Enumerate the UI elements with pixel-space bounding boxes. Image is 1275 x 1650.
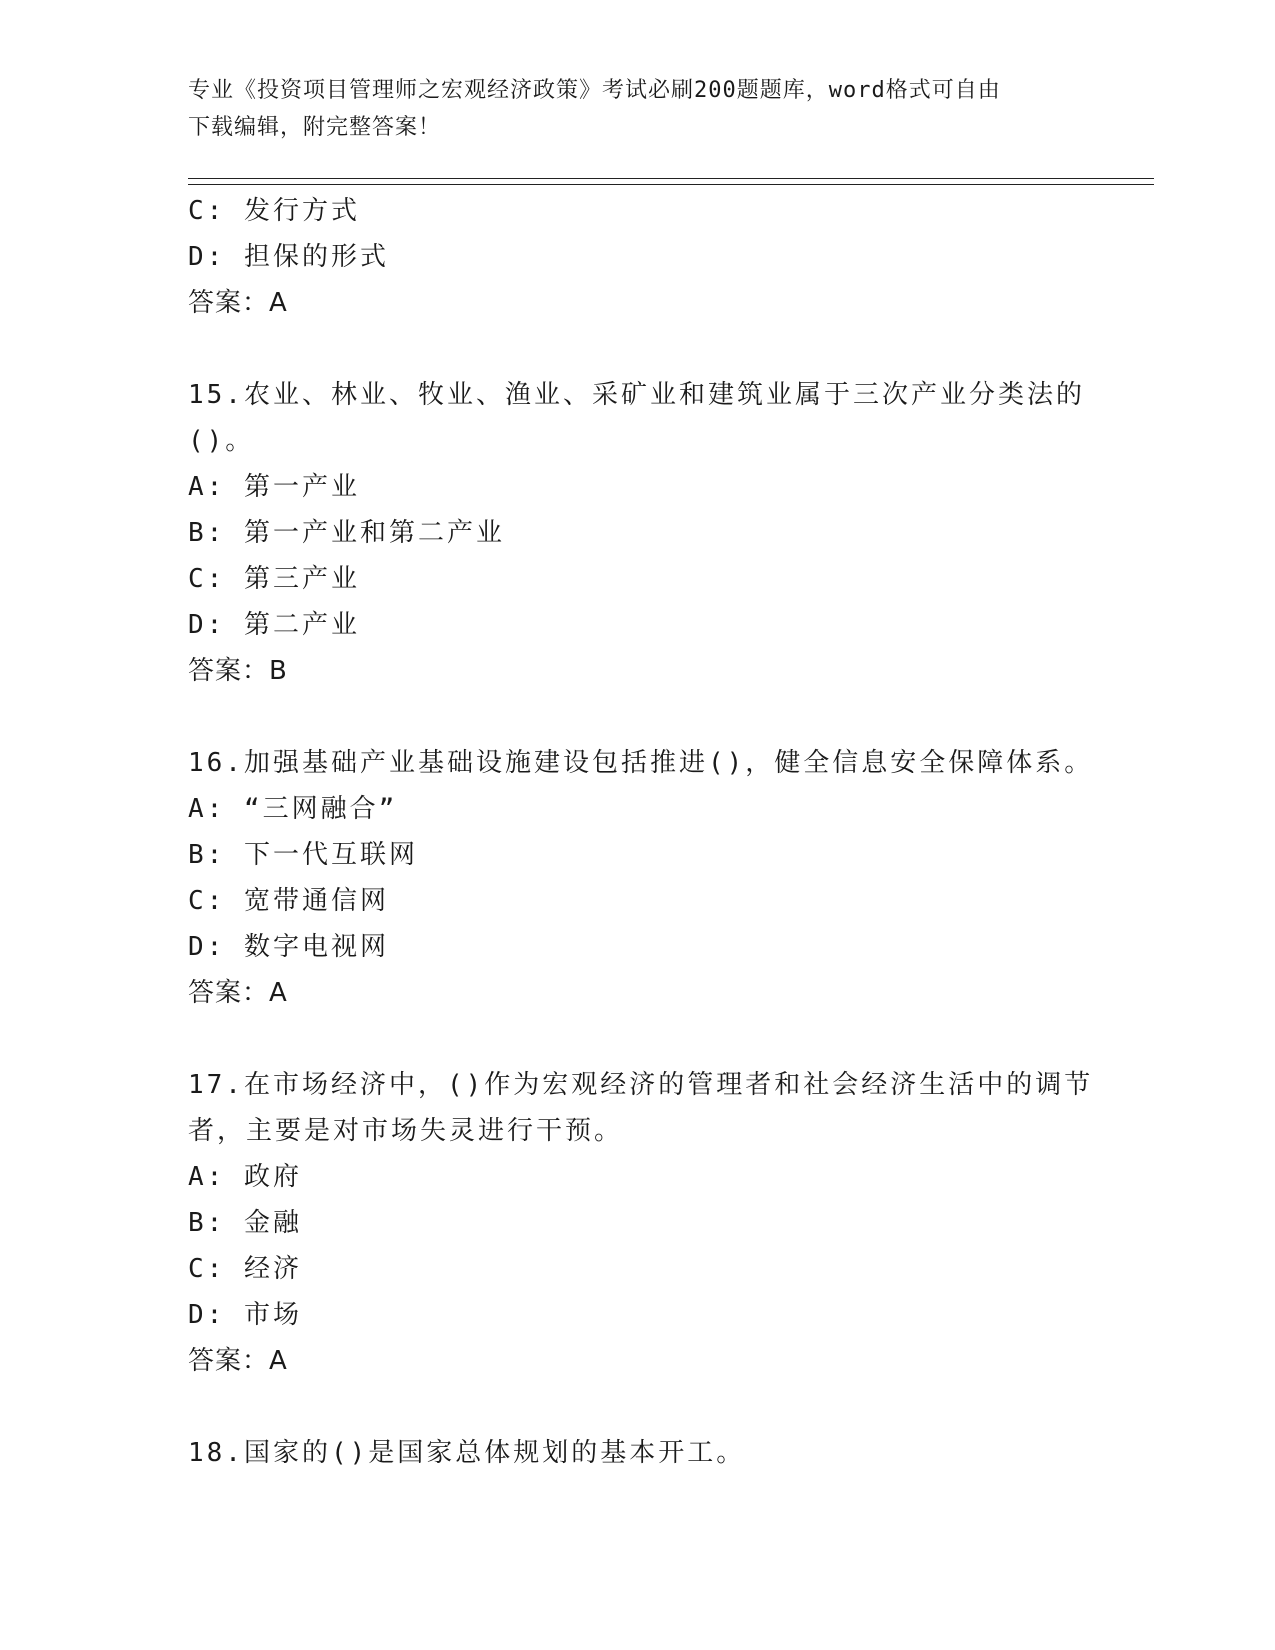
spacer [188, 326, 1088, 372]
question-list [188, 188, 1094, 1476]
option-d: D: 第二产业 [188, 610, 360, 640]
question-stem: 15.农业、林业、牧业、渔业、采矿业和建筑业属于三次产业分类法的 [188, 380, 1085, 410]
option-d: D: 市场 [188, 1300, 302, 1330]
spacer [188, 1016, 1088, 1062]
spacer [188, 694, 1088, 740]
header-divider-top [188, 178, 1154, 179]
question-stem: 者，主要是对市场失灵进行干预。 [188, 1116, 624, 1146]
header-line-1: 专业《投资项目管理师之宏观经济政策》考试必刷200题题库，word格式可自由 [188, 78, 1001, 103]
answer-line: 答案：A [188, 288, 288, 318]
option-a: A: 第一产业 [188, 472, 360, 502]
option-d: D: 担保的形式 [188, 242, 389, 272]
option-a: A: 政府 [188, 1162, 302, 1192]
answer-line: 答案：A [188, 1346, 288, 1376]
header-line-2: 下载编辑，附完整答案！ [188, 115, 442, 140]
option-c: C: 经济 [188, 1254, 302, 1284]
option-b: B: 金融 [188, 1208, 302, 1238]
question-17 [188, 1062, 1094, 1384]
question-18 [188, 1430, 1088, 1476]
option-c: C: 第三产业 [188, 564, 360, 594]
option-a: A: “三网融合” [188, 794, 398, 824]
spacer [188, 1384, 1088, 1430]
answer-line: 答案：A [188, 978, 288, 1008]
question-16 [188, 740, 1094, 1016]
question-stem: 17.在市场经济中，()作为宏观经济的管理者和社会经济生活中的调节 [188, 1070, 1094, 1100]
header-divider-bottom [188, 184, 1154, 185]
question-15 [188, 372, 1088, 694]
option-b: B: 下一代互联网 [188, 840, 418, 870]
question-stem: 18.国家的()是国家总体规划的基本开工。 [188, 1438, 746, 1468]
option-b: B: 第一产业和第二产业 [188, 518, 505, 548]
option-d: D: 数字电视网 [188, 932, 389, 962]
question-stem: 16.加强基础产业基础设施建设包括推进()，健全信息安全保障体系。 [188, 748, 1094, 778]
document-header [188, 72, 1068, 146]
answer-line: 答案：B [188, 656, 288, 686]
option-c: C: 宽带通信网 [188, 886, 389, 916]
question-stem: ()。 [188, 426, 255, 456]
question-14-continued [188, 188, 1088, 326]
option-c: C: 发行方式 [188, 196, 360, 226]
